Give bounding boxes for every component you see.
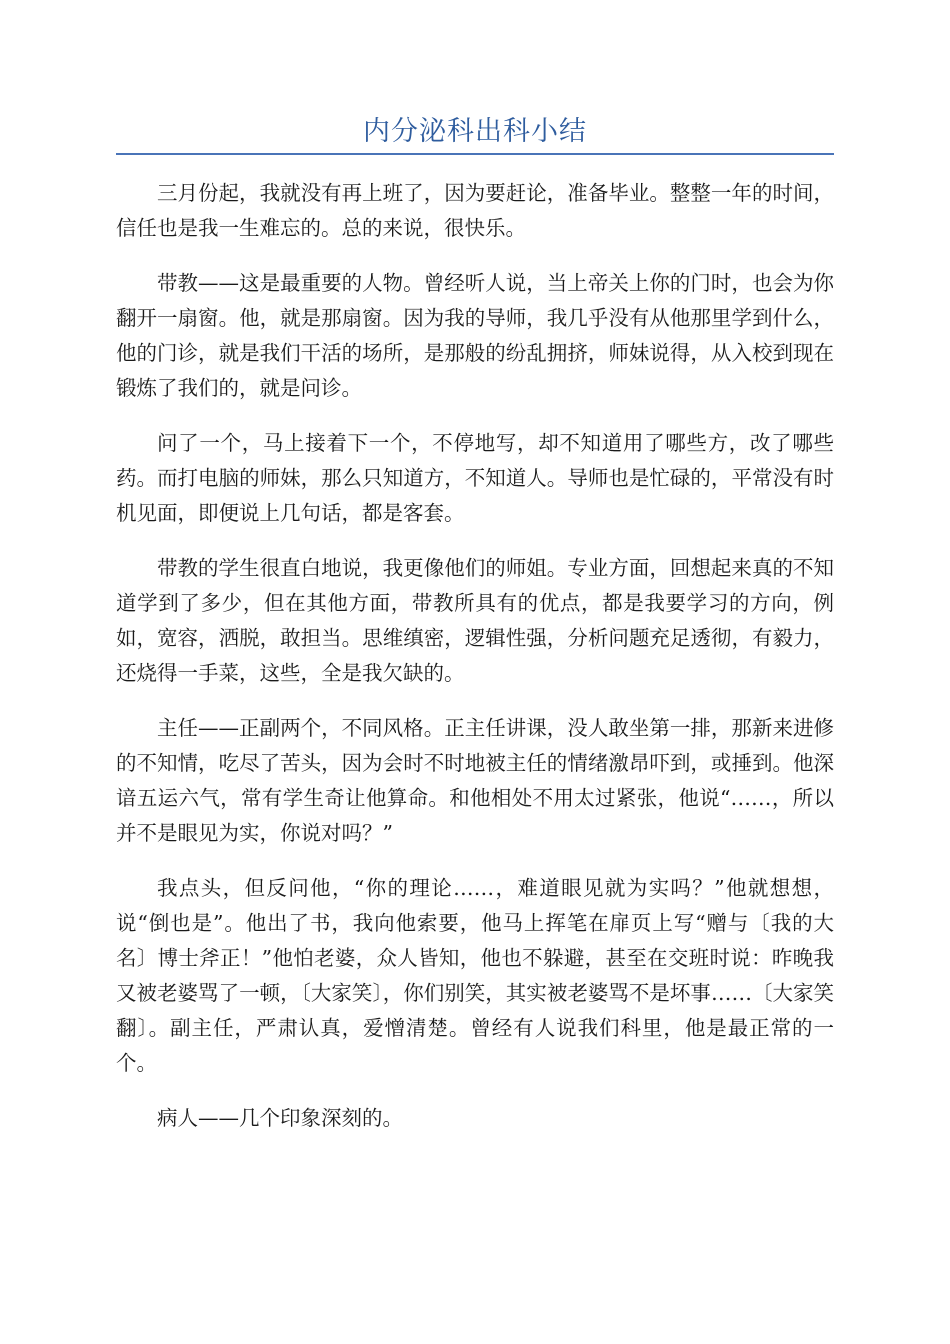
paragraph-6: 我点头，但反问他，“你的理论……，难道眼见就为实吗？”他就想想，说“倒也是”。他出了书，我向他索要，他马上挥笔在扉页上写“赠与〔我的大名〕博士斧正！”他怕老婆，众人皆知，他也不躲避，甚至在交班时说：昨晚我又被老婆骂了一顿，〔大家笑〕，你们别笑，其实被老婆骂不是坏事……〔大家笑翻〕。副主任，严肃认真，爱憎清楚。曾经有人说我们科里，他是最正常的一个。 xyxy=(116,876,834,1075)
paragraph-5: 主任——正副两个，不同风格。正主任讲课，没人敢坐第一排，那新来进修的不知情，吃尽了苦头，因为会时不时地被主任的情绪激昂吓到，或捶到。他深谙五运六气，常有学生奇让他算命。和他相处不用太过紧张，他说“……，所以并不是眼见为实，你说对吗？” xyxy=(116,716,834,845)
paragraph-3: 问了一个，马上接着下一个，不停地写，却不知道用了哪些方，改了哪些药。而打电脑的师妹，那么只知道方，不知道人。导师也是忙碌的，平常没有时机见面，即便说上几句话，都是客套。 xyxy=(116,431,834,525)
title-underline xyxy=(116,153,834,155)
paragraph-1: 三月份起，我就没有再上班了，因为要赶论，准备毕业。整整一年的时间，信任也是我一生难忘的。总的来说，很快乐。 xyxy=(116,181,834,240)
paragraph-2: 带教——这是最重要的人物。曾经听人说，当上帝关上你的门时，也会为你翻开一扇窗。他，就是那扇窗。因为我的导师，我几乎没有从他那里学到什么，他的门诊，就是我们干活的场所，是那般的纷乱拥挤，师妹说得，从入校到现在锻炼了我们的，就是问诊。 xyxy=(116,271,834,400)
paragraph-4: 带教的学生很直白地说，我更像他们的师姐。专业方面，回想起来真的不知道学到了多少，但在其他方面，带教所具有的优点，都是我要学习的方向，例如，宽容，洒脱，敢担当。思维缜密，逻辑性强，分析问题充足透彻，有毅力，还烧得一手菜，这些，全是我欠缺的。 xyxy=(116,556,834,685)
paragraph-7: 病人——几个印象深刻的。 xyxy=(157,1106,403,1130)
document-body xyxy=(116,176,834,1156)
document-title: 内分泌科出科小结 xyxy=(363,116,587,147)
